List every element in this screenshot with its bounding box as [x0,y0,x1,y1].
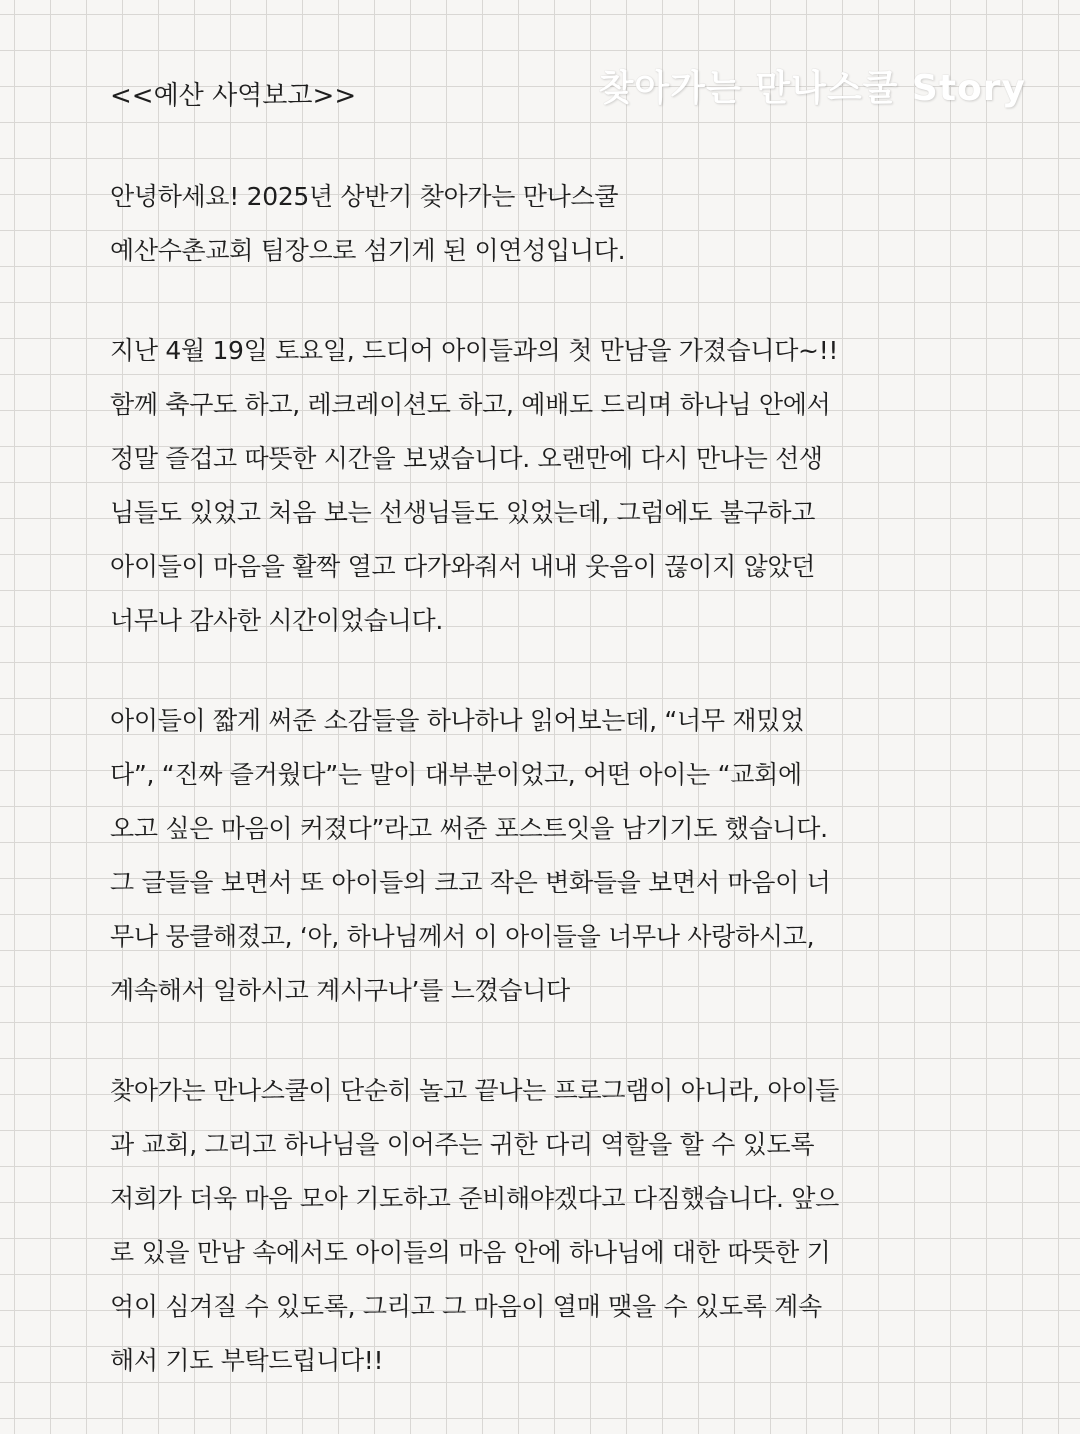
text-line: 찾아가는 만나스쿨이 단순히 놀고 끝나는 프로그램이 아니라, 아이들 [110,1076,839,1105]
text-line: 아이들이 마음을 활짝 열고 다가와줘서 내내 웃음이 끊이지 않았던 [110,552,816,581]
watermark-story-logo: 찾아가는 만나스쿨 Story [598,68,1026,109]
page-title: <<예산 사역보고>> [110,81,357,111]
text-line: 오고 싶은 마음이 커졌다”라고 써준 포스트잇을 남기기도 했습니다. [110,814,828,843]
text-line: 님들도 있었고 처음 보는 선생님들도 있었는데, 그럼에도 불구하고 [110,498,816,527]
text-line: 억이 심겨질 수 있도록, 그리고 그 마음이 열매 맺을 수 있도록 계속 [110,1292,822,1321]
text-line: 아이들이 짧게 써준 소감들을 하나하나 읽어보는데, “너무 재밌었 [110,706,804,735]
text-line: 정말 즐겁고 따뜻한 시간을 보냈습니다. 오랜만에 다시 만나는 선생 [110,444,823,473]
text-line: 무나 뭉클해졌고, ‘아, 하나님께서 이 아이들을 너무나 사랑하시고, [110,922,815,951]
paragraph-prayer-request [110,1064,970,1388]
text-line: 다”, “진짜 즐거웠다”는 말이 대부분이었고, 어떤 아이는 “교회에 [110,760,802,789]
paragraph-first-meeting [110,324,970,648]
text-line: 그 글들을 보면서 또 아이들의 크고 작은 변화들을 보면서 마음이 너 [110,868,831,897]
text-line: 지난 4월 19일 토요일, 드디어 아이들과의 첫 만남을 가졌습니다~!! [110,336,839,365]
paragraph-greeting [110,170,970,278]
text-line: 과 교회, 그리고 하나님을 이어주는 귀한 다리 역할을 할 수 있도록 [110,1130,815,1159]
text-line: 해서 기도 부탁드립니다!! [110,1346,384,1375]
text-line: 저희가 더욱 마음 모아 기도하고 준비해야겠다고 다짐했습니다. 앞으 [110,1184,839,1213]
report-body [110,170,970,1434]
paragraph-feedback [110,694,970,1018]
text-line: 로 있을 만남 속에서도 아이들의 마음 안에 하나님에 대한 따뜻한 기 [110,1238,831,1267]
text-line: 계속해서 일하시고 계시구나’를 느꼈습니다 [110,976,570,1005]
text-line: 너무나 감사한 시간이었습니다. [110,606,443,635]
text-line: 함께 축구도 하고, 레크레이션도 하고, 예배도 드리며 하나님 안에서 [110,390,831,419]
text-line: 예산수촌교회 팀장으로 섬기게 된 이연성입니다. [110,236,626,265]
text-line: 안녕하세요! 2025년 상반기 찾아가는 만나스쿨 [110,182,619,211]
